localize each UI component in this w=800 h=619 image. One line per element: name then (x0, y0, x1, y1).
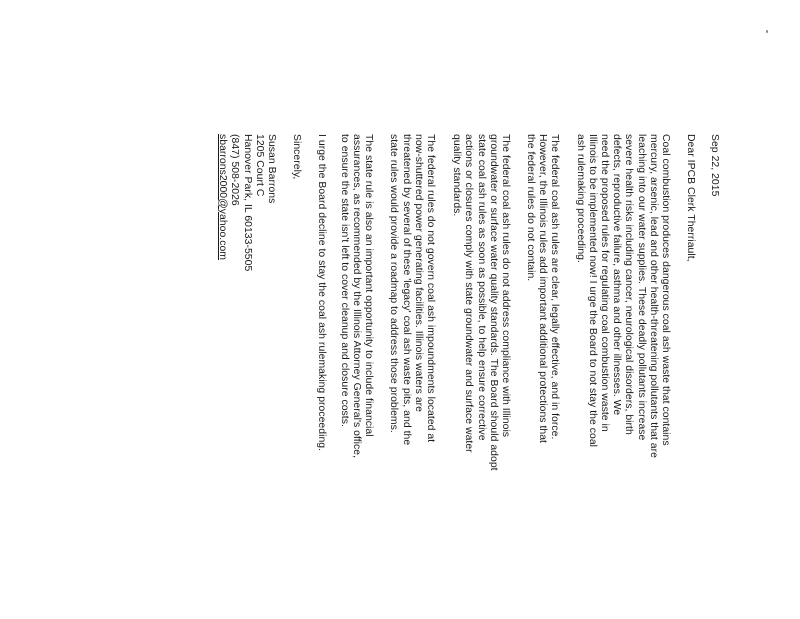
paragraph-line: The federal coal ash rules do not address compliance with Illinois (500, 134, 511, 438)
paragraph-line: now-shuttered power generating facilities. Illinois waters are (412, 134, 424, 413)
signature-email-link[interactable]: sbarrons2000@yahoo.com (217, 134, 229, 261)
paragraph-line: Illinois to be implemented now! I urge the Board to not stay the coal (586, 134, 598, 448)
signature-phone: (847) 508-2026 (229, 134, 241, 206)
paragraph-line: assurances, as recommended by the Illinois Attorney General's office, (350, 134, 362, 459)
paragraph-line: The federal coal ash rules are clear, legally effective, and in force. (549, 134, 560, 440)
paragraph-line: Coal combustion produces dangerous coal ash waste that contains (660, 134, 671, 446)
paragraph-line: quality standards. (451, 134, 463, 217)
letter-closing: Sincerely, (291, 134, 302, 180)
paragraph-line: to ensure the state isn't left to cover cleanup and closure costs. (338, 134, 350, 427)
letter-salutation: Dear IPCB Clerk Therriault, (685, 134, 696, 262)
paragraph-line: The state rule is also an important opportunity to include financial (363, 134, 374, 437)
paragraph-legacy-pits (387, 134, 436, 445)
paragraph-line: defects, reproductive failure, asthma and other illnesses. We (611, 134, 623, 416)
paragraph-line: leaching into our water supplies. These deadly pollutants increase (635, 134, 647, 441)
paragraph-line: actions or closures comply with state groundwater and surface water (463, 134, 475, 453)
paragraph-financial-assurances (337, 134, 374, 458)
paragraph-health-risks (574, 134, 672, 458)
paragraph-line: The federal rules do not govern coal ash impoundments located at (425, 134, 436, 443)
signature-name: Susan Barrons (266, 134, 277, 204)
signature-address-line2: Hanover Park, IL 60133-5505 (241, 134, 253, 272)
paragraph-closing-request (315, 134, 327, 451)
scan-speck (766, 30, 768, 33)
paragraph-line: state rules would provide a roadmap to address those problems. (388, 134, 400, 433)
paragraph-line: ash rulemaking proceeding. (574, 134, 586, 263)
paragraph-line: threatened by several of these 'legacy' coal ash waste pits, and the (400, 134, 412, 446)
paragraph-line: need the proposed rules for regulating coal combustion waste in (599, 134, 611, 432)
paragraph-line: I urge the Board decline to stay the coal ash rulemaking proceeding. (316, 134, 327, 452)
paragraph-line: mercury, arsenic, lead and other health-threatening pollutants that are (647, 134, 659, 458)
signature-block (216, 134, 277, 271)
paragraph-line: state coal ash rules as soon as possible, to help ensure corrective (475, 134, 487, 441)
paragraph-line: groundwater or surface water quality standards. The Board should adopt (487, 134, 499, 471)
letter-date: Sep 22, 2015 (709, 134, 720, 197)
signature-address-line1: 1205 Court C (253, 134, 265, 197)
paragraph-federal-rules (523, 134, 560, 443)
paragraph-groundwater (450, 134, 511, 471)
paragraph-line: However, the Illinois rules add important additional protections that (536, 134, 548, 443)
paragraph-line: severe health risks including cancer, neurological disorders, birth (623, 134, 635, 435)
paragraph-line: the federal rules do not contain. (524, 134, 536, 282)
